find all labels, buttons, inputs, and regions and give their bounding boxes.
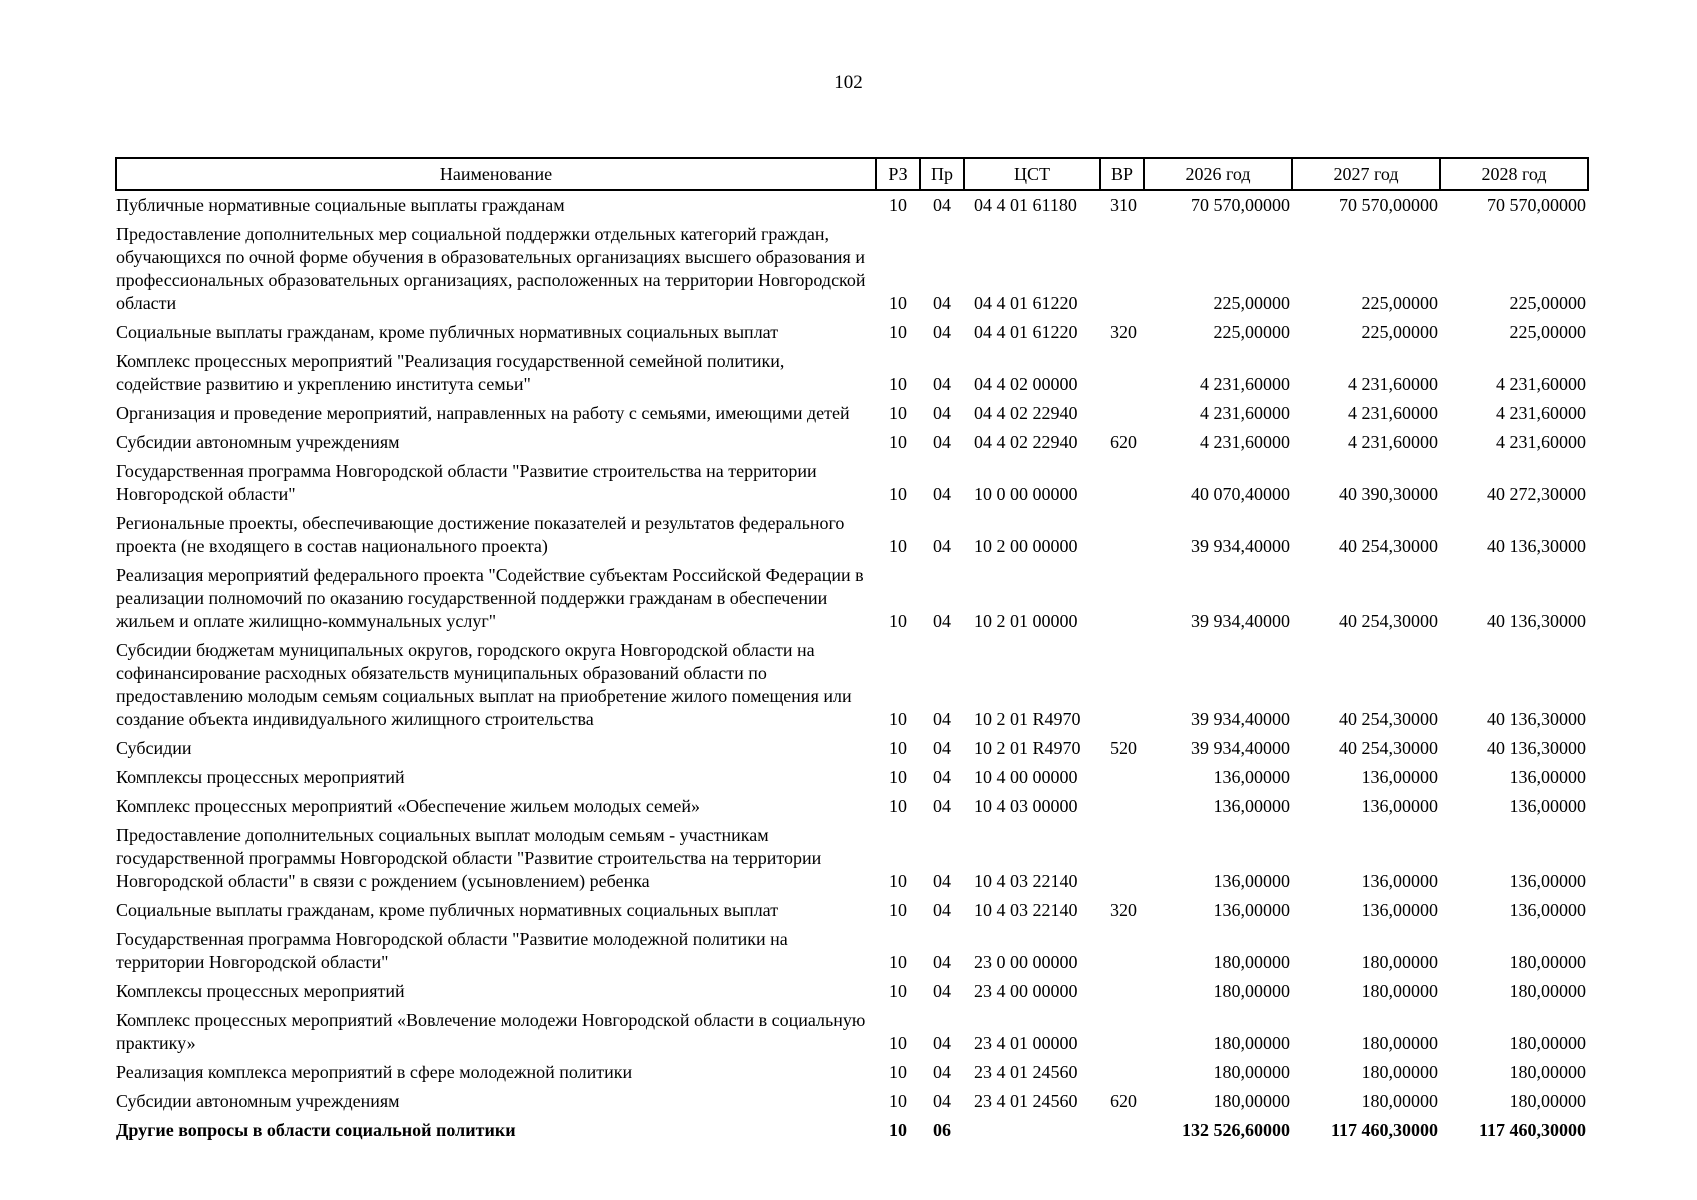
row-name: Комплекс процессных мероприятий «Обеспечение жильем молодых семей» xyxy=(116,796,701,816)
row-2026: 180,00000 xyxy=(1213,1033,1290,1053)
header-2027: 2027 год xyxy=(1292,158,1440,190)
row-2028: 4 231,60000 xyxy=(1496,374,1586,394)
row-cst: 04 4 02 00000 xyxy=(974,374,1078,394)
row-2028: 4 231,60000 xyxy=(1496,432,1586,452)
row-name: Субсидии xyxy=(116,738,192,758)
row-rz: 10 xyxy=(889,738,907,758)
row-2027: 225,00000 xyxy=(1361,322,1438,342)
row-vr xyxy=(1100,636,1144,734)
row-2026: 225,00000 xyxy=(1213,293,1290,313)
table-header xyxy=(116,158,1588,190)
row-cst: 23 4 01 24560 xyxy=(974,1091,1078,1111)
table-row xyxy=(116,220,1588,318)
row-pr: 04 xyxy=(933,195,951,215)
row-2028: 136,00000 xyxy=(1509,796,1586,816)
table-row xyxy=(116,1087,1588,1116)
row-pr: 04 xyxy=(933,374,951,394)
row-name: Комплекс процессных мероприятий «Вовлечение молодежи Новгородской области в социальную практику» xyxy=(116,1010,866,1053)
row-pr: 04 xyxy=(933,709,951,729)
row-rz: 10 xyxy=(889,871,907,891)
row-2028: 40 136,30000 xyxy=(1487,536,1586,556)
row-cst: 04 4 02 22940 xyxy=(974,432,1078,452)
row-name: Комплекс процессных мероприятий "Реализация государственной семейной политики, содействие развитию и укреплению института семьи" xyxy=(116,351,785,394)
table-row xyxy=(116,509,1588,561)
row-2027: 225,00000 xyxy=(1361,293,1438,313)
row-rz: 10 xyxy=(889,1033,907,1053)
row-2027: 4 231,60000 xyxy=(1348,374,1438,394)
table-body xyxy=(116,190,1588,1145)
row-2026: 39 934,40000 xyxy=(1191,738,1290,758)
row-name: Публичные нормативные социальные выплаты гражданам xyxy=(116,195,565,215)
row-name: Социальные выплаты гражданам, кроме публичных нормативных социальных выплат xyxy=(116,900,779,920)
row-cst: 23 4 01 24560 xyxy=(974,1062,1078,1082)
row-pr: 04 xyxy=(933,432,951,452)
row-pr: 04 xyxy=(933,322,951,342)
row-pr: 04 xyxy=(933,1091,951,1111)
table-row xyxy=(116,896,1588,925)
table-row xyxy=(116,925,1588,977)
row-rz: 10 xyxy=(889,767,907,787)
row-name: Региональные проекты, обеспечивающие достижение показателей и результатов федерального проекта (не входящего в состав национального проекта) xyxy=(116,513,845,556)
row-vr xyxy=(1100,1058,1144,1087)
row-cst: 04 4 01 61220 xyxy=(974,322,1078,342)
row-name: Субсидии бюджетам муниципальных округов, городского округа Новгородской области на софинансирование расходных обязательств муниципальных образований области по предоставлению молодым семьям социальных выплат на приобретение жилого помещения или создание объекта индивидуального жилищного строительства xyxy=(116,640,852,729)
row-2028: 180,00000 xyxy=(1509,1091,1586,1111)
row-2027: 180,00000 xyxy=(1361,1033,1438,1053)
row-cst: 04 4 01 61180 xyxy=(974,195,1077,215)
row-rz: 10 xyxy=(889,432,907,452)
table-row xyxy=(116,734,1588,763)
row-vr xyxy=(1100,220,1144,318)
row-2027: 180,00000 xyxy=(1361,952,1438,972)
row-cst: 10 4 03 00000 xyxy=(974,796,1078,816)
row-rz: 10 xyxy=(889,709,907,729)
row-2026: 39 934,40000 xyxy=(1191,611,1290,631)
table-row xyxy=(116,399,1588,428)
row-rz: 10 xyxy=(889,195,907,215)
header-vr: ВР xyxy=(1100,158,1144,190)
row-2028: 136,00000 xyxy=(1509,767,1586,787)
row-2028: 225,00000 xyxy=(1509,322,1586,342)
row-rz: 10 xyxy=(889,374,907,394)
row-name: Комплексы процессных мероприятий xyxy=(116,981,405,1001)
row-2028: 40 136,30000 xyxy=(1487,738,1586,758)
row-2026: 180,00000 xyxy=(1213,1062,1290,1082)
table-row xyxy=(116,457,1588,509)
row-vr xyxy=(1100,821,1144,896)
table-row xyxy=(116,636,1588,734)
header-2028: 2028 год xyxy=(1440,158,1588,190)
row-vr xyxy=(1100,457,1144,509)
row-vr xyxy=(1100,792,1144,821)
table-row xyxy=(116,977,1588,1006)
row-2027: 40 254,30000 xyxy=(1339,611,1438,631)
row-2026: 39 934,40000 xyxy=(1191,709,1290,729)
table-row xyxy=(116,190,1588,220)
table-row xyxy=(116,1058,1588,1087)
row-pr: 06 xyxy=(933,1120,951,1140)
row-pr: 04 xyxy=(933,293,951,313)
row-2027: 136,00000 xyxy=(1361,796,1438,816)
row-vr: 620 xyxy=(1110,1091,1137,1111)
row-2028: 180,00000 xyxy=(1509,952,1586,972)
table-row xyxy=(116,792,1588,821)
row-rz: 10 xyxy=(889,952,907,972)
table-row xyxy=(116,1006,1588,1058)
row-2027: 40 254,30000 xyxy=(1339,709,1438,729)
header-rz: РЗ xyxy=(876,158,920,190)
row-2028: 40 136,30000 xyxy=(1487,611,1586,631)
row-pr: 04 xyxy=(933,981,951,1001)
row-vr xyxy=(1100,1116,1144,1145)
header-name: Наименование xyxy=(116,158,876,190)
row-rz: 10 xyxy=(889,796,907,816)
row-2026: 132 526,60000 xyxy=(1182,1120,1290,1140)
row-2026: 39 934,40000 xyxy=(1191,536,1290,556)
row-rz: 10 xyxy=(889,536,907,556)
row-pr: 04 xyxy=(933,796,951,816)
row-cst: 10 4 03 22140 xyxy=(974,871,1078,891)
row-name: Социальные выплаты гражданам, кроме публичных нормативных социальных выплат xyxy=(116,322,779,342)
row-2026: 180,00000 xyxy=(1213,1091,1290,1111)
row-pr: 04 xyxy=(933,738,951,758)
row-vr xyxy=(1100,1006,1144,1058)
row-2028: 117 460,30000 xyxy=(1478,1120,1586,1140)
page-number: 102 xyxy=(834,72,863,93)
row-rz: 10 xyxy=(889,322,907,342)
row-rz: 10 xyxy=(889,293,907,313)
row-2026: 40 070,40000 xyxy=(1191,484,1290,504)
row-2026: 70 570,00000 xyxy=(1191,195,1290,215)
row-cst: 10 4 03 22140 xyxy=(974,900,1078,920)
row-name: Субсидии автономным учреждениям xyxy=(116,1091,400,1111)
row-2027: 136,00000 xyxy=(1361,871,1438,891)
row-pr: 04 xyxy=(933,611,951,631)
row-2026: 136,00000 xyxy=(1213,900,1290,920)
row-pr: 04 xyxy=(933,1033,951,1053)
row-2026: 136,00000 xyxy=(1213,871,1290,891)
row-2027: 4 231,60000 xyxy=(1348,432,1438,452)
row-cst: 10 2 01 R4970 xyxy=(974,738,1081,758)
row-2026: 225,00000 xyxy=(1213,322,1290,342)
row-2028: 70 570,00000 xyxy=(1487,195,1586,215)
row-pr: 04 xyxy=(933,952,951,972)
row-vr: 620 xyxy=(1110,432,1137,452)
row-cst: 23 4 01 00000 xyxy=(974,1033,1078,1053)
row-2028: 180,00000 xyxy=(1509,981,1586,1001)
row-pr: 04 xyxy=(933,536,951,556)
header-2026: 2026 год xyxy=(1144,158,1292,190)
row-vr xyxy=(1100,977,1144,1006)
header-cst: ЦСТ xyxy=(964,158,1100,190)
row-name: Комплексы процессных мероприятий xyxy=(116,767,405,787)
row-cst: 23 4 00 00000 xyxy=(974,981,1078,1001)
table-row xyxy=(116,1116,1588,1145)
row-rz: 10 xyxy=(889,1120,907,1140)
row-2028: 40 272,30000 xyxy=(1487,484,1586,504)
row-2027: 40 254,30000 xyxy=(1339,738,1438,758)
row-rz: 10 xyxy=(889,611,907,631)
budget-table xyxy=(115,157,1589,1145)
row-pr: 04 xyxy=(933,484,951,504)
row-cst: 04 4 01 61220 xyxy=(974,293,1078,313)
row-rz: 10 xyxy=(889,900,907,920)
row-pr: 04 xyxy=(933,1062,951,1082)
row-2027: 136,00000 xyxy=(1361,900,1438,920)
row-2026: 180,00000 xyxy=(1213,952,1290,972)
row-2028: 180,00000 xyxy=(1509,1062,1586,1082)
row-cst xyxy=(964,1116,1100,1145)
row-name: Реализация комплекса мероприятий в сфере молодежной политики xyxy=(116,1062,633,1082)
row-rz: 10 xyxy=(889,1091,907,1111)
row-name: Субсидии автономным учреждениям xyxy=(116,432,400,452)
header-pr: Пр xyxy=(920,158,964,190)
row-pr: 04 xyxy=(933,767,951,787)
row-cst: 10 2 01 R4970 xyxy=(974,709,1081,729)
row-2026: 136,00000 xyxy=(1213,767,1290,787)
row-pr: 04 xyxy=(933,871,951,891)
table-row xyxy=(116,428,1588,457)
row-2027: 136,00000 xyxy=(1361,767,1438,787)
row-name: Организация и проведение мероприятий, направленных на работу с семьями, имеющими детей xyxy=(116,403,850,423)
row-cst: 10 0 00 00000 xyxy=(974,484,1078,504)
row-2027: 180,00000 xyxy=(1361,981,1438,1001)
table-row xyxy=(116,561,1588,636)
row-2026: 4 231,60000 xyxy=(1200,374,1290,394)
row-2028: 225,00000 xyxy=(1509,293,1586,313)
row-pr: 04 xyxy=(933,900,951,920)
row-2026: 136,00000 xyxy=(1213,796,1290,816)
row-pr: 04 xyxy=(933,403,951,423)
row-vr xyxy=(1100,347,1144,399)
row-2027: 4 231,60000 xyxy=(1348,403,1438,423)
row-2028: 136,00000 xyxy=(1509,900,1586,920)
row-rz: 10 xyxy=(889,981,907,1001)
row-cst: 23 0 00 00000 xyxy=(974,952,1078,972)
row-cst: 04 4 02 22940 xyxy=(974,403,1078,423)
row-vr xyxy=(1100,399,1144,428)
row-2026: 4 231,60000 xyxy=(1200,432,1290,452)
row-cst: 10 2 01 00000 xyxy=(974,611,1078,631)
table-row xyxy=(116,347,1588,399)
row-vr: 320 xyxy=(1110,322,1137,342)
row-vr xyxy=(1100,509,1144,561)
table-row xyxy=(116,821,1588,896)
row-name: Государственная программа Новгородской области "Развитие молодежной политики на территории Новгородской области" xyxy=(116,929,788,972)
row-vr: 520 xyxy=(1110,738,1137,758)
row-2028: 180,00000 xyxy=(1509,1033,1586,1053)
table-row xyxy=(116,763,1588,792)
row-vr xyxy=(1100,561,1144,636)
row-rz: 10 xyxy=(889,403,907,423)
row-name: Другие вопросы в области социальной политики xyxy=(116,1120,516,1140)
row-vr: 320 xyxy=(1110,900,1137,920)
row-2027: 70 570,00000 xyxy=(1339,195,1438,215)
row-vr xyxy=(1100,763,1144,792)
row-2028: 136,00000 xyxy=(1509,871,1586,891)
row-cst: 10 4 00 00000 xyxy=(974,767,1078,787)
row-2027: 40 390,30000 xyxy=(1339,484,1438,504)
row-rz: 10 xyxy=(889,484,907,504)
row-cst: 10 2 00 00000 xyxy=(974,536,1078,556)
row-2026: 180,00000 xyxy=(1213,981,1290,1001)
row-2027: 180,00000 xyxy=(1361,1091,1438,1111)
row-2028: 40 136,30000 xyxy=(1487,709,1586,729)
row-rz: 10 xyxy=(889,1062,907,1082)
row-name: Предоставление дополнительных мер социальной поддержки отдельных категорий граждан, обучающихся по очной форме обучения в образовательных организациях высшего образования и профессиональных образовательных организациях, расположенных на территории Новгородской области xyxy=(116,224,866,313)
row-2027: 180,00000 xyxy=(1361,1062,1438,1082)
row-2026: 4 231,60000 xyxy=(1200,403,1290,423)
row-vr: 310 xyxy=(1110,195,1137,215)
table-row xyxy=(116,318,1588,347)
row-2027: 117 460,30000 xyxy=(1330,1120,1438,1140)
row-name: Предоставление дополнительных социальных выплат молодым семьям - участникам государственной программы Новгородской области "Развитие строительства на территории Новгородской области" в связи с рождением (усыновлением) ребенка xyxy=(116,825,822,891)
row-2027: 40 254,30000 xyxy=(1339,536,1438,556)
row-vr xyxy=(1100,925,1144,977)
row-name: Реализация мероприятий федерального проекта "Содействие субъектам Российской Федерации в реализации полномочий по оказанию государственной поддержки гражданам в обеспечении жильем и оплате жилищно-коммунальных услуг" xyxy=(116,565,864,631)
row-name: Государственная программа Новгородской области "Развитие строительства на территории Новгородской области" xyxy=(116,461,817,504)
row-2028: 4 231,60000 xyxy=(1496,403,1586,423)
